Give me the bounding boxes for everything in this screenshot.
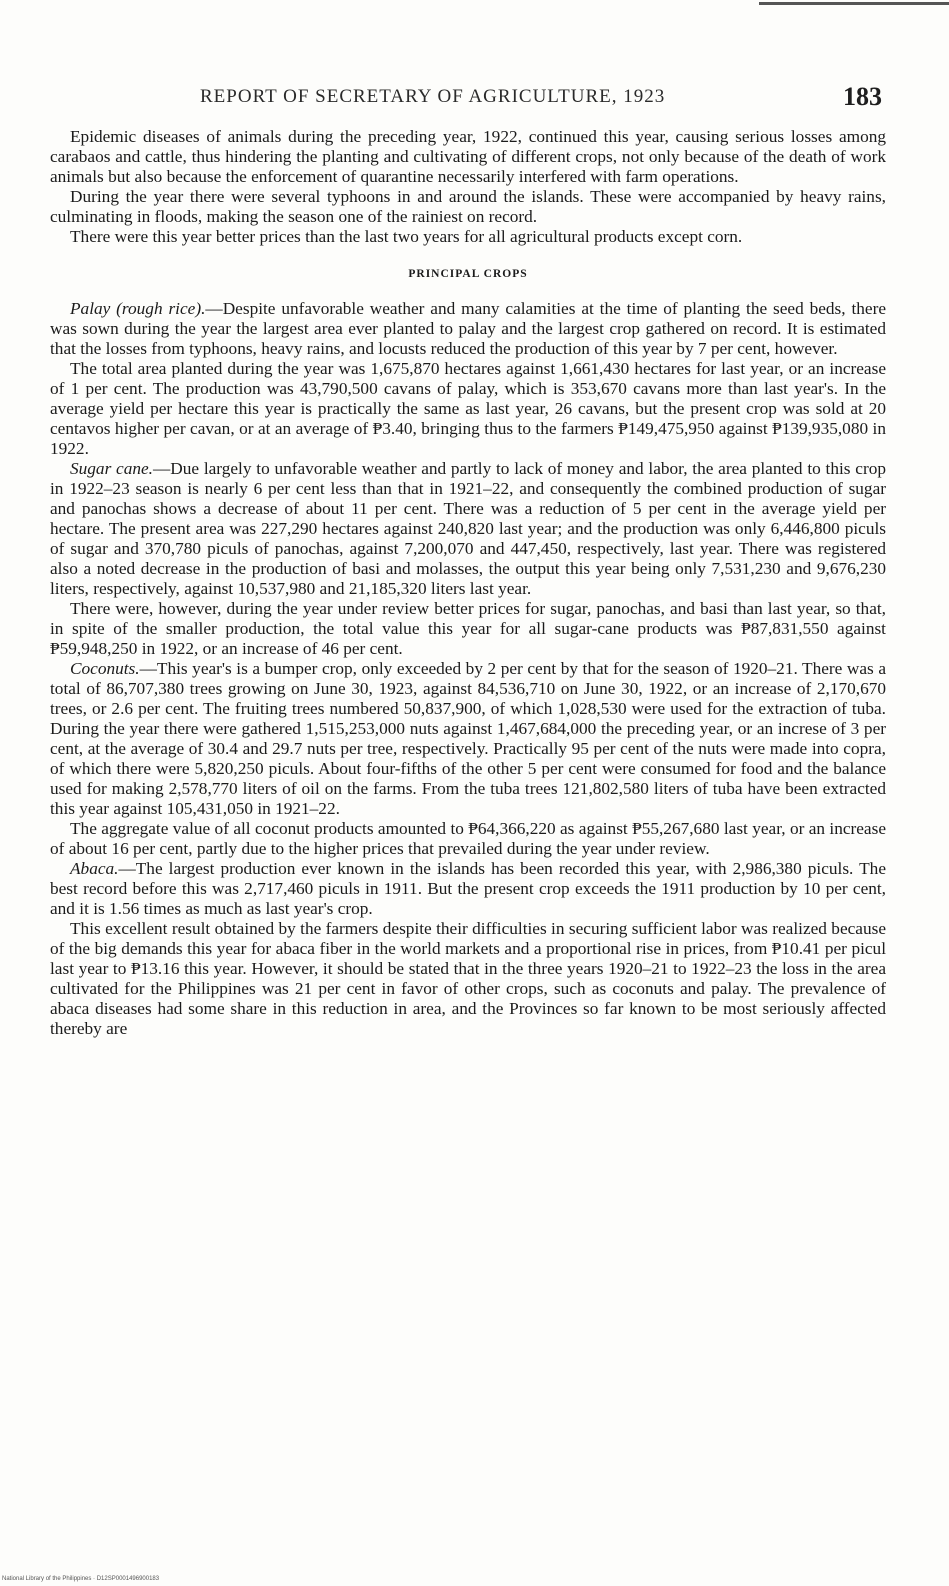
page-number: 183 xyxy=(843,82,882,111)
body-text xyxy=(50,127,886,1039)
crop-lead-palay: Palay (rough rice). xyxy=(70,299,206,318)
paragraph-epidemic: Epidemic diseases of animals during the preceding year, 1922, continued this year, causing serious losses among carabaos and cattle, thus hindering the planting and cultivating of different crops, not only because of the death of work animals but also because the enforcement of quarantine necessarily interfered with farm operations. xyxy=(50,127,886,186)
crop-lead-sugar-cane: Sugar cane. xyxy=(70,459,153,478)
section-heading: PRINCIPAL CROPS xyxy=(408,268,528,280)
paragraph-palay: Palay (rough rice).—Despite unfavorable weather and many calamities at the time of planting the seed beds, there was sown during the year the largest area ever planted to palay and the largest crop gathered on record. It is estimated that the losses from typhoons, heavy rains, and locusts reduced the production of this year by 7 per cent, however. xyxy=(50,299,886,358)
page-header xyxy=(200,82,900,122)
paragraph-sugar-cane: Sugar cane.—Due largely to unfavorable weather and partly to lack of money and labor, the area planted to this crop in 1922–23 season is nearly 6 per cent less than that in 1921–22, and consequently the combined production of sugar and panochas shows a decrease of about 11 per cent. There was a reduction of 5 per cent in the average yield per hectare. The present area was 227,290 hectares against 240,820 last year; and the production was only 6,446,800 piculs of sugar and 370,780 piculs of panochas, against 7,200,070 and 447,450, respectively, last year. There was registered also a noted decrease in the production of basi and molasses, the output this year being only 7,531,230 and 9,676,230 liters, respectively, against 10,537,980 and 21,185,320 liters last year. xyxy=(50,459,886,598)
paragraph-typhoons: During the year there were several typhoons in and around the islands. These were accompanied by heavy rains, culminating in floods, making the season one of the rainiest on record. xyxy=(50,187,886,226)
crop-lead-abaca: Abaca. xyxy=(70,859,119,878)
paragraph-prices: There were this year better prices than the last two years for all agricultural products except corn. xyxy=(70,227,743,246)
paragraph-abaca-result: This excellent result obtained by the farmers despite their difficulties in securing sufficient labor was realized because of the big demands this year for abaca fiber in the world markets and a proportional rise in prices, from ₱10.41 per picul last year to ₱13.16 this year. However, it should be stated that in the three years 1920–21 to 1922–23 the loss in the area cultivated for the Philippines was 21 per cent in favor of other crops, such as coconuts and palay. The prevalence of abaca diseases had some share in this reduction in area, and the Provinces so far known to be most seriously affected thereby are xyxy=(50,919,886,1038)
top-edge-rule xyxy=(759,2,949,5)
running-head: REPORT OF SECRETARY OF AGRICULTURE, 1923 xyxy=(200,86,666,107)
paragraph-coconuts: Coconuts.—This year's is a bumper crop, only exceeded by 2 per cent by that for the season of 1920–21. There was a total of 86,707,380 trees growing on June 30, 1923, against 84,536,710 on June 30, 1922, or an increase of 2,170,670 trees, or 2.6 per cent. The fruiting trees numbered 50,837,900, of which 1,028,530 were used for the extraction of tuba. During the year there were gathered 1,515,253,000 nuts against 1,467,684,000 the preceding year, or an increse of 3 per cent, at the average of 30.4 and 29.7 nuts per tree, respectively. Practically 95 per cent of the nuts were made into copra, of which there were 5,820,250 piculs. About four-fifths of the other 5 per cent were consumed for food and the balance used for making 2,578,770 liters of oil on the farms. From the tuba trees 121,802,580 liters of tuba have been extracted this year against 105,431,050 in 1921–22. xyxy=(50,659,886,818)
paragraph-sugar-prices: There were, however, during the year under review better prices for sugar, panochas, and basi than last year, so that, in spite of the smaller production, the total value this year for all sugar-cane products was ₱87,831,550 against ₱59,948,250 in 1922, or an increase of 46 per cent. xyxy=(50,599,886,658)
paragraph-coconut-value: The aggregate value of all coconut products amounted to ₱64,366,220 as against ₱55,267,680 last year, or an increase of about 16 per cent, partly due to the higher prices that prevailed during the year under review. xyxy=(50,819,886,858)
footer-note: National Library of the Philippines · D12SP0001496900183 xyxy=(2,1576,160,1582)
paragraph-abaca: Abaca.—The largest production ever known in the islands has been recorded this year, with 2,986,380 piculs. The best record before this was 2,717,460 piculs in 1911. But the present crop exceeds the 1911 production by 10 per cent, and it is 1.56 times as much as last year's crop. xyxy=(50,859,886,918)
paragraph-palay-production: The total area planted during the year was 1,675,870 hectares against 1,661,430 hectares for last year, or an increase of 1 per cent. The production was 43,790,500 cavans of palay, which is 353,670 cavans more than last year's. In the average yield per hectare this year is practically the same as last year, 26 cavans, but the present crop was sold at 20 centavos higher per cavan, or at an average of ₱3.40, bringing thus to the farmers ₱149,475,950 against ₱139,935,080 in 1922. xyxy=(50,359,886,458)
crop-lead-coconuts: Coconuts. xyxy=(70,659,140,678)
